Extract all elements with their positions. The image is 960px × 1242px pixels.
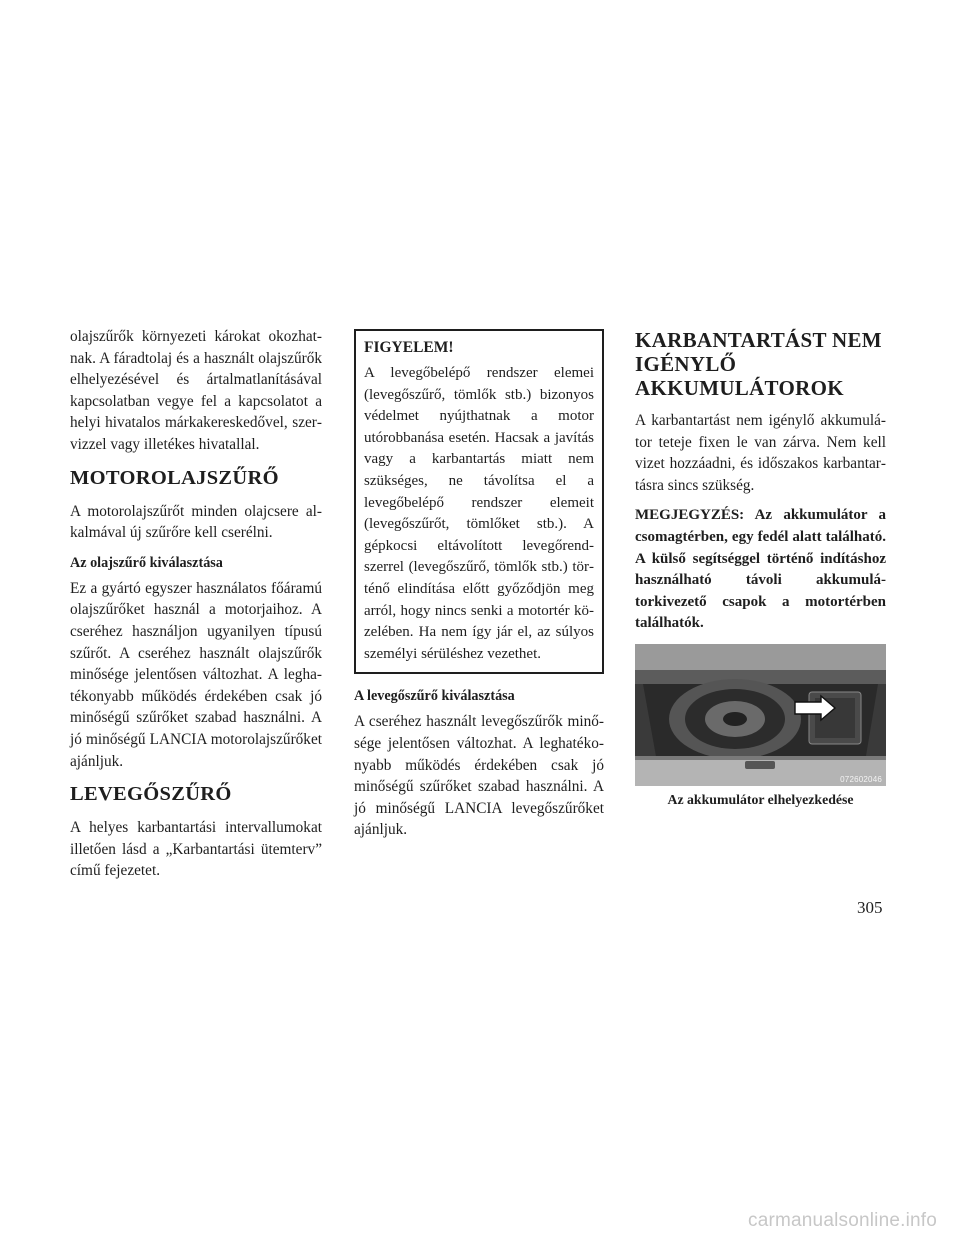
oil-filter-selection-heading: Az olajszűrő kiválasztása <box>70 554 223 571</box>
intro-paragraph: olajszűrők környezeti károkat okozhatnak. A fáradtolaj és a használt olajszűrők elhelyezésével és ártalmatlanításával kapcsolatban vegye fel a kapcsolatot a helyi hivatalos márkakereskedővel, szervizzel vagy illetékes hivatallal. <box>70 328 322 453</box>
warning-text: A levegőbelépő rendszer elemei (levegőszűrő, tömlők stb.) bizonyos védelmet nyújthatnak a motor utórobbanása esetén. Hacsak a javítás vagy a karbantartás miatt nem szükséges, ne távolítsa el a levegőbelépő rendszer elemeit (levegőszűrőt, tömlőket stb.). A gépkocsi eltávolított levegőrendszerrel (levegőszűrő, tömlők stb.) történő elindítása előtt győződjön meg arról, hogy nincs senki a motortér közelében. Ha nem így jár el, az súlyos személyi sérüléshez vezethet. <box>364 365 594 662</box>
page-number: 305 <box>857 898 883 917</box>
warning-box <box>354 329 604 674</box>
watermark: carmanualsonline.info <box>748 1210 938 1231</box>
trunk-illustration <box>635 644 886 786</box>
figure-caption: Az akkumulátor elhelyezkedése <box>667 791 854 807</box>
left-column <box>70 326 322 891</box>
oil-filter-selection-paragraph: Ez a gyártó egyszer használatos főáramú olajszűrőket használ a motorjaihoz. A cseréhez használjon ugyanilyen típusú szűrőt. A cseréhez használt olajszűrők minősége jelentősen változhat. A leghatékonyabb működés érdekében csak jó minőségű szűrőket szabad használni. A jó minőségű LANCIA motorolajszűrőket ajánljuk. <box>70 579 322 770</box>
air-filter-selection-paragraph: A cseréhez használt levegőszűrők minősége jelentősen változhat. A leghatékonyabb működés érdekében csak jó minőségű szűrőket szabad használni. A jó minőségű LANCIA levegőszűrőket ajánljuk. <box>354 713 604 839</box>
right-column <box>635 326 886 808</box>
oil-filter-paragraph: A motorolajszűrőt minden olajcsere alkalmával új szűrőre kell cserélni. <box>70 502 322 542</box>
air-filter-selection-heading: A levegőszűrő kiválasztása <box>354 688 515 705</box>
battery-location-figure <box>635 644 886 786</box>
air-filter-heading: LEVEGŐSZŰRŐ <box>70 783 232 806</box>
middle-column <box>354 326 604 850</box>
battery-heading: KARBANTARTÁST NEM IGÉNYLŐ AKKUMULÁTOROK <box>635 328 882 400</box>
warning-title: FIGYELEM! <box>364 339 454 356</box>
air-filter-paragraph: A helyes karbantartási intervallumokat illetően lásd a „Karbantartási ütemterv” című fejezetet. <box>70 819 322 880</box>
oil-filter-heading: MOTOROLAJSZŰRŐ <box>70 466 279 489</box>
battery-paragraph: A karbantartást nem igénylő akkumulátor teteje fixen le van zárva. Nem kell vizet hozzáadni, és időszakos karbantartásra sincs szükség. <box>635 412 886 494</box>
figure-id: 072602046 <box>840 774 882 784</box>
battery-note: MEGJEGYZÉS: Az akkumulátor a csomagtérben, egy fedél alatt található. A külső segítséggel történő indításhoz használható távoli akkumulátorkivezető csapok a motortérben találhatók. <box>635 507 886 632</box>
